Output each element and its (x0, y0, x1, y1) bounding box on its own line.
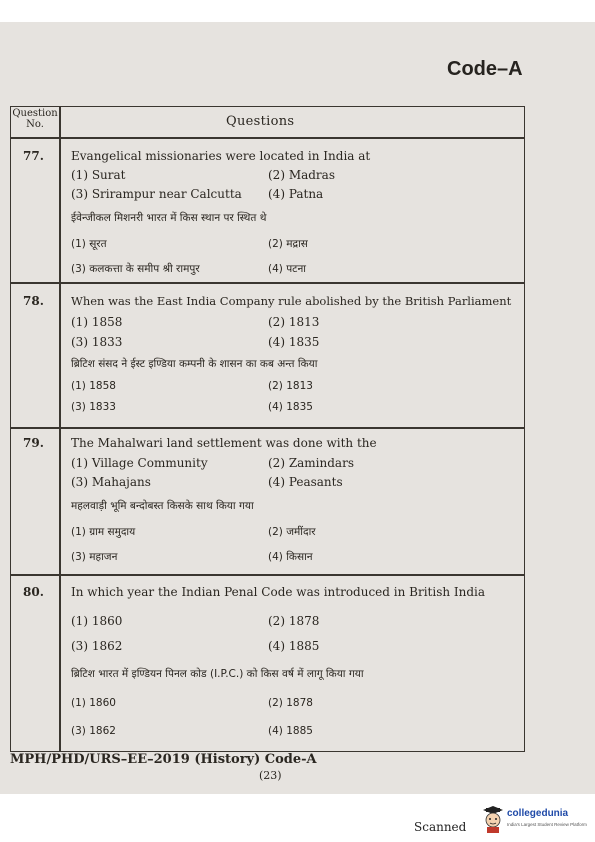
option-hindi: (2) 1813 (268, 380, 313, 392)
row-divider (11, 137, 524, 139)
question-number: 77. (23, 149, 44, 163)
paper-code: Code–A (447, 58, 523, 80)
question-number: 78. (23, 294, 44, 308)
question-text-english: Evangelical missionaries were located in India at (71, 149, 371, 163)
question-text-hindi: महलवाड़ी भूमि बन्दोबस्त किसके साथ किया गया (71, 500, 254, 512)
questions-table (10, 106, 525, 752)
scanned-label: Scanned (414, 820, 467, 834)
option-hindi: (2) जमींदार (268, 526, 316, 538)
collegedunia-logo (481, 806, 591, 836)
question-text-english: When was the East India Company rule abolished by the British Parliament (71, 294, 512, 308)
logo-tagline: India's Largest Student Review Platform (507, 822, 587, 827)
question-text-english: The Mahalwari land settlement was done with the (71, 436, 377, 450)
option-hindi: (2) 1878 (268, 697, 313, 709)
option-hindi: (3) कलकत्ता के समीप श्री रामपुर (71, 263, 200, 275)
question-number: 80. (23, 585, 44, 599)
column-header-questions: Questions (226, 114, 295, 129)
option: (2) 1813 (268, 315, 320, 329)
page-number: (23) (259, 769, 282, 782)
option: (3) 1862 (71, 639, 123, 653)
row-divider (11, 574, 524, 576)
option: (4) 1835 (268, 335, 320, 349)
option-hindi: (1) सूरत (71, 238, 107, 250)
question-text-english: In which year the Indian Penal Code was introduced in British India (71, 585, 486, 599)
option: (2) Madras (268, 168, 335, 182)
column-divider (59, 107, 61, 751)
option: (4) Peasants (268, 475, 343, 489)
option-hindi: (1) 1860 (71, 697, 116, 709)
question-text-hindi: ब्रिटिश भारत में इण्डियन पिनल कोड (I.P.C.) को किस वर्ष में लागू किया गया (71, 668, 364, 680)
option: (2) Zamindars (268, 456, 354, 470)
option-hindi: (1) 1858 (71, 380, 116, 392)
option: (4) Patna (268, 187, 324, 201)
option: (3) 1833 (71, 335, 123, 349)
option-hindi: (4) किसान (268, 551, 313, 563)
option: (3) Mahajans (71, 475, 151, 489)
option: (1) Village Community (71, 456, 208, 470)
column-header-number (11, 108, 59, 130)
option-hindi: (4) पटना (268, 263, 307, 275)
option-hindi: (4) 1835 (268, 401, 313, 413)
option: (4) 1885 (268, 639, 320, 653)
footer-title: MPH/PHD/URS–EE–2019 (History) Code-A (10, 752, 317, 767)
option: (2) 1878 (268, 614, 320, 628)
option: (1) 1858 (71, 315, 123, 329)
row-divider (11, 282, 524, 284)
option-hindi: (3) 1862 (71, 725, 116, 737)
option-hindi: (1) ग्राम समुदाय (71, 526, 136, 538)
option-hindi: (3) महाजन (71, 551, 118, 563)
mascot-icon (481, 806, 505, 834)
option-hindi: (4) 1885 (268, 725, 313, 737)
logo-name: collegedunia (507, 808, 569, 819)
option-hindi: (2) मद्रास (268, 238, 308, 250)
option: (3) Srirampur near Calcutta (71, 187, 242, 201)
option-hindi: (3) 1833 (71, 401, 116, 413)
option: (1) 1860 (71, 614, 123, 628)
question-text-hindi: ब्रिटिश संसद ने ईस्ट इण्डिया कम्पनी के शासन का कब अन्त किया (71, 358, 318, 370)
row-divider (11, 427, 524, 429)
question-number: 79. (23, 436, 44, 450)
option: (1) Surat (71, 168, 126, 182)
column-header-number-line1: Question (12, 108, 58, 119)
column-header-number-line2: No. (26, 119, 44, 130)
question-text-hindi: ईवेन्जीकल मिशनरी भारत में किस स्थान पर स्थित थे (71, 212, 267, 224)
